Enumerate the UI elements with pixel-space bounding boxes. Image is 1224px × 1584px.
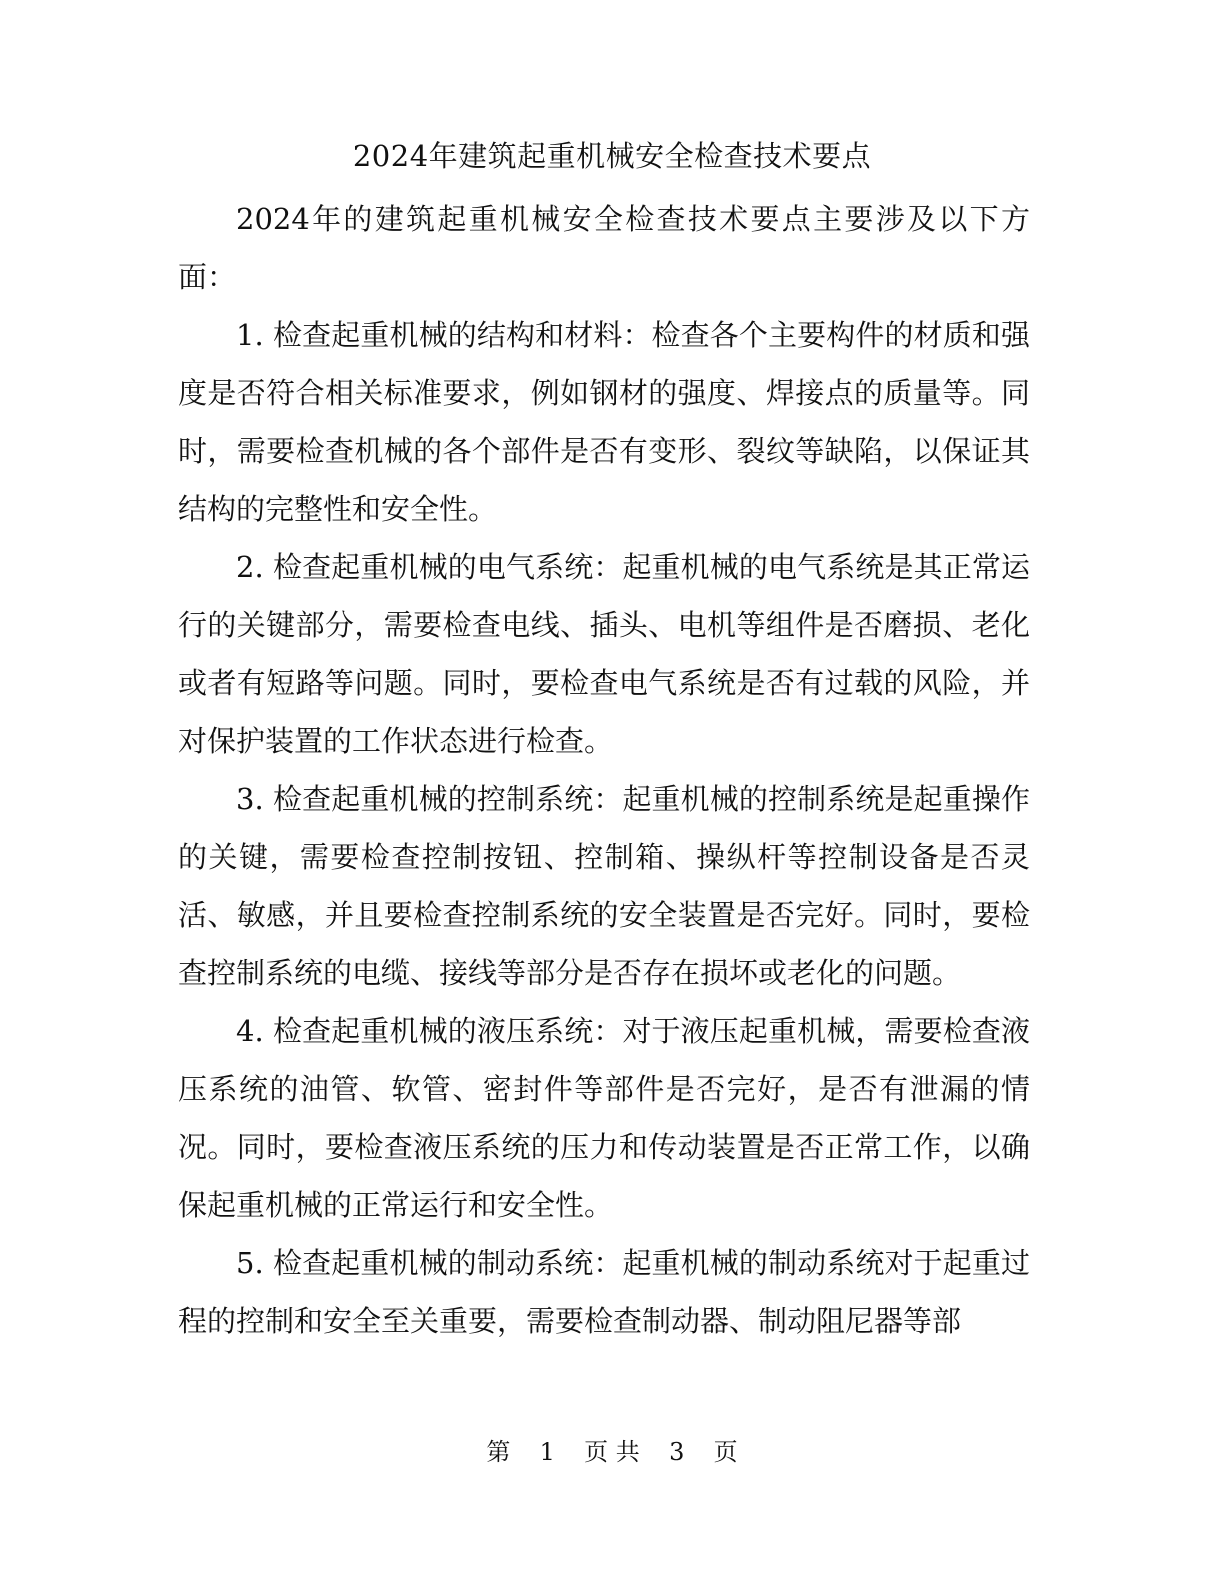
footer-suffix: 页 xyxy=(713,1438,738,1466)
total-pages: 3 xyxy=(669,1438,685,1466)
footer-prefix: 第 xyxy=(486,1438,511,1466)
paragraph-control-system: 3. 检查起重机械的控制系统：起重机械的控制系统是起重操作的关键，需要检查控制按钮、控制箱、操纵杆等控制设备是否灵活、敏感，并且要检查控制系统的安全装置是否完好。同时，要检查控制系统的电缆、接线等部分是否存在损坏或老化的问题。 xyxy=(178,782,1030,990)
paragraph-electrical-system: 2. 检查起重机械的电气系统：起重机械的电气系统是其正常运行的关键部分，需要检查电线、插头、电机等组件是否磨损、老化或者有短路等问题。同时，要检查电气系统是否有过载的风险，并对保护装置的工作状态进行检查。 xyxy=(178,550,1030,758)
document-title: 2024年建筑起重机械安全检查技术要点 xyxy=(352,139,872,173)
paragraph-structure-materials: 1. 检查起重机械的结构和材料：检查各个主要构件的材质和强度是否符合相关标准要求，例如钢材的强度、焊接点的质量等。同时，需要检查机械的各个部件是否有变形、裂纹等缺陷，以保证其结构的完整性和安全性。 xyxy=(178,318,1030,526)
page-number: 1 xyxy=(539,1438,555,1466)
paragraph-hydraulic-system: 4. 检查起重机械的液压系统：对于液压起重机械，需要检查液压系统的油管、软管、密封件等部件是否完好，是否有泄漏的情况。同时，要检查液压系统的压力和传动装置是否正常工作，以确保起重机械的正常运行和安全性。 xyxy=(178,1014,1030,1222)
document-body xyxy=(178,190,1030,1350)
footer-mid: 页 共 xyxy=(584,1438,640,1466)
intro-paragraph: 2024年的建筑起重机械安全检查技术要点主要涉及以下方面： xyxy=(178,202,1030,294)
page-footer xyxy=(0,1436,1224,1468)
paragraph-brake-system: 5. 检查起重机械的制动系统：起重机械的制动系统对于起重过程的控制和安全至关重要，需要检查制动器、制动阻尼器等部 xyxy=(178,1246,1030,1338)
